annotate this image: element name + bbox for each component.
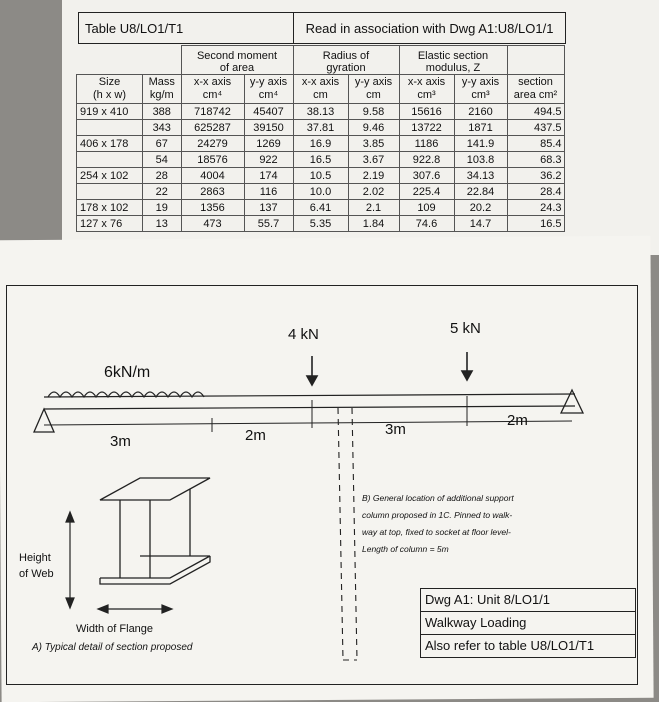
cell-area: 16.5 xyxy=(507,216,564,232)
cell-mass: 343 xyxy=(143,120,182,136)
note-b: B) General location of additional support column proposed in 1C. Pinned to walk- way at top, fixed to socket at floor level- Length of column = 5m xyxy=(362,493,514,554)
cell-zxx: 922.8 xyxy=(399,152,454,168)
cell-ryy: 1.84 xyxy=(348,216,399,232)
cell-zxx: 109 xyxy=(399,200,454,216)
cell-rxx: 10.0 xyxy=(293,184,348,200)
cell-ixx: 2863 xyxy=(181,184,244,200)
cell-ixx: 18576 xyxy=(181,152,244,168)
header-size: Size (h x w) xyxy=(77,75,143,104)
left-support xyxy=(34,409,54,432)
cell-mass: 67 xyxy=(143,136,182,152)
cell-ixx: 24279 xyxy=(181,136,244,152)
cell-area: 24.3 xyxy=(507,200,564,216)
udl-label: 6kN/m xyxy=(104,364,151,381)
cell-iyy: 1269 xyxy=(244,136,293,152)
title-block-ref: Also refer to table U8/LO1/T1 xyxy=(425,638,595,653)
cell-area: 494.5 xyxy=(507,104,564,120)
load-5kn-label: 5 kN xyxy=(450,320,481,337)
cell-iyy: 39150 xyxy=(244,120,293,136)
cell-zxx: 74.6 xyxy=(399,216,454,232)
cell-ryy: 3.67 xyxy=(348,152,399,168)
cell-mass: 13 xyxy=(143,216,182,232)
cell-mass: 22 xyxy=(143,184,182,200)
cell-ixx: 718742 xyxy=(181,104,244,120)
cell-ryy: 9.58 xyxy=(348,104,399,120)
cell-zxx: 307.6 xyxy=(399,168,454,184)
cell-zxx: 225.4 xyxy=(399,184,454,200)
cell-zyy: 22.84 xyxy=(454,184,507,200)
header-zxx: x-x axis cm³ xyxy=(399,75,454,104)
cell-area: 437.5 xyxy=(507,120,564,136)
cell-zyy: 34.13 xyxy=(454,168,507,184)
load-4kn-label: 4 kN xyxy=(288,326,319,343)
header-rxx: x-x axis cm xyxy=(293,75,348,104)
cell-zyy: 141.9 xyxy=(454,136,507,152)
caption-a: A) Typical detail of section proposed xyxy=(32,642,193,653)
cell-area: 85.4 xyxy=(507,136,564,152)
cell-ixx: 625287 xyxy=(181,120,244,136)
cell-zxx: 13722 xyxy=(399,120,454,136)
title-block-name: Walkway Loading xyxy=(421,612,635,635)
cell-iyy: 45407 xyxy=(244,104,293,120)
header-ixx: x-x axis cm⁴ xyxy=(181,75,244,104)
cell-zyy: 20.2 xyxy=(454,200,507,216)
cell-ixx: 4004 xyxy=(181,168,244,184)
cell-rxx: 5.35 xyxy=(293,216,348,232)
cell-ryy: 9.46 xyxy=(348,120,399,136)
height-of-web-label: Height of Web xyxy=(19,552,54,580)
cell-ryy: 2.1 xyxy=(348,200,399,216)
cell-mass: 54 xyxy=(143,152,182,168)
reference-note: Read in association with Dwg A1:U8/LO1/1 xyxy=(294,12,566,44)
span-2-label: 2m xyxy=(245,427,266,444)
cell-zyy: 2160 xyxy=(454,104,507,120)
cell-ixx: 473 xyxy=(181,216,244,232)
cell-size: 406 x 178 xyxy=(77,136,143,152)
width-arrow-icon xyxy=(98,605,172,613)
cell-iyy: 922 xyxy=(244,152,293,168)
beam xyxy=(44,394,575,409)
cell-size: 254 x 102 xyxy=(77,168,143,184)
header-area: section area cm² xyxy=(507,75,564,104)
cell-ixx: 1356 xyxy=(181,200,244,216)
span-1-label: 3m xyxy=(110,433,131,450)
cell-iyy: 116 xyxy=(244,184,293,200)
dimension-line xyxy=(44,396,572,432)
cell-iyy: 174 xyxy=(244,168,293,184)
cell-mass: 388 xyxy=(143,104,182,120)
cell-zxx: 1186 xyxy=(399,136,454,152)
width-of-flange-label: Width of Flange xyxy=(76,623,154,635)
header-mass: Mass kg/m xyxy=(143,75,182,104)
cell-zxx: 15616 xyxy=(399,104,454,120)
cell-area: 68.3 xyxy=(507,152,564,168)
cell-rxx: 37.81 xyxy=(293,120,348,136)
cell-iyy: 137 xyxy=(244,200,293,216)
column-location xyxy=(338,408,357,660)
i-section-sketch xyxy=(100,478,210,584)
span-4-label: 2m xyxy=(507,412,528,429)
cell-mass: 19 xyxy=(143,200,182,216)
header-zyy: y-y axis cm³ xyxy=(454,75,507,104)
cell-size: 127 x 76 xyxy=(77,216,143,232)
arrow-4kn-icon xyxy=(307,356,317,385)
cell-rxx: 10.5 xyxy=(293,168,348,184)
cell-area: 36.2 xyxy=(507,168,564,184)
cell-mass: 28 xyxy=(143,168,182,184)
title-block-dwg: Dwg A1: Unit 8/LO1/1 xyxy=(421,589,635,612)
arrow-5kn-icon xyxy=(462,352,472,380)
cell-zyy: 14.7 xyxy=(454,216,507,232)
cell-zyy: 1871 xyxy=(454,120,507,136)
header-ryy: y-y axis cm xyxy=(348,75,399,104)
cell-rxx: 16.5 xyxy=(293,152,348,168)
cell-area: 28.4 xyxy=(507,184,564,200)
header-second-moment: Second moment of area xyxy=(181,46,293,75)
cell-ryy: 2.19 xyxy=(348,168,399,184)
cell-ryy: 2.02 xyxy=(348,184,399,200)
cell-rxx: 38.13 xyxy=(293,104,348,120)
table-id: Table U8/LO1/T1 xyxy=(78,12,294,44)
height-arrow-icon xyxy=(66,512,74,608)
header-iyy: y-y axis cm⁴ xyxy=(244,75,293,104)
cell-zyy: 103.8 xyxy=(454,152,507,168)
header-radius: Radius of gyration xyxy=(293,46,399,75)
cell-iyy: 55.7 xyxy=(244,216,293,232)
title-block xyxy=(420,588,636,658)
header-elastic: Elastic section modulus, Z xyxy=(399,46,507,75)
cell-size: 919 x 410 xyxy=(77,104,143,120)
span-3-label: 3m xyxy=(385,421,406,438)
cell-size: 178 x 102 xyxy=(77,200,143,216)
cell-rxx: 16.9 xyxy=(293,136,348,152)
cell-rxx: 6.41 xyxy=(293,200,348,216)
cell-ryy: 3.85 xyxy=(348,136,399,152)
